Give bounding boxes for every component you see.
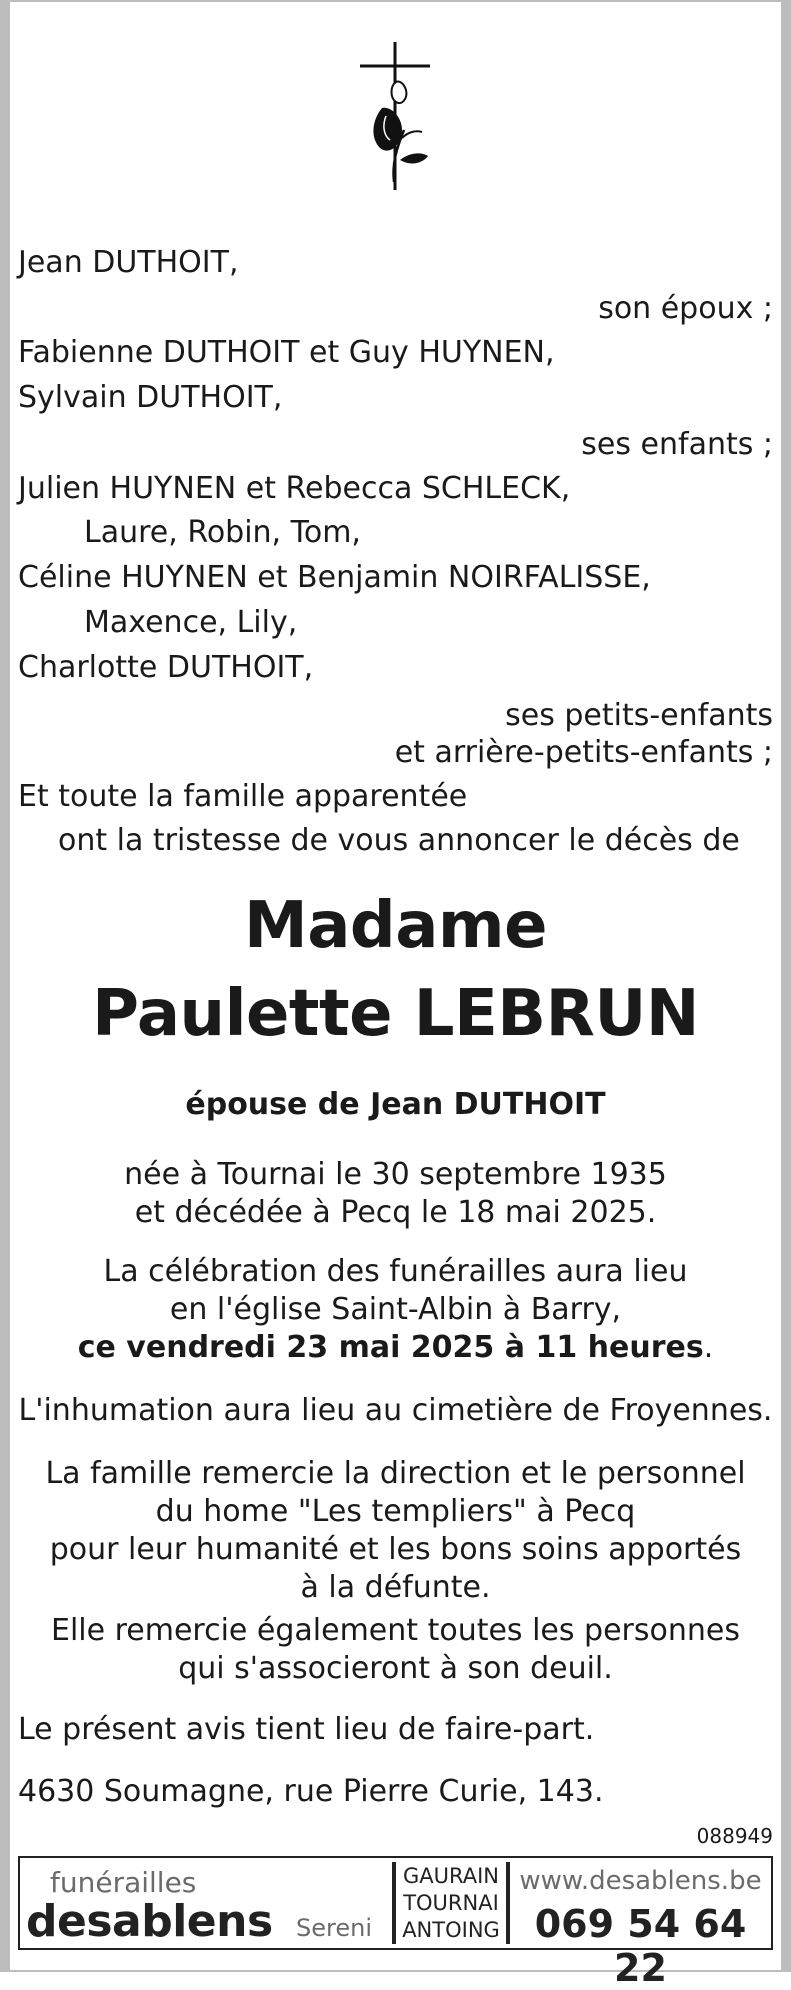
announcement: ont la tristesse de vous annoncer le décès de xyxy=(58,823,740,858)
family-line: Maxence, Lily, xyxy=(84,605,298,640)
family-relation: et arrière-petits-enfants ; xyxy=(394,735,773,770)
town-list xyxy=(396,1858,506,1948)
ceremony-punct: . xyxy=(703,1330,714,1365)
family-line: Et toute la famille apparentée xyxy=(18,779,468,814)
deceased-spouse: épouse de Jean DUTHOIT xyxy=(185,1087,606,1122)
ceremony-line: en l'église Saint-Albin à Barry, xyxy=(169,1292,622,1327)
reference-number: 088949 xyxy=(696,1824,773,1848)
ceremony-line xyxy=(10,1330,781,1365)
town-item: TOURNAI xyxy=(403,1890,499,1915)
family-line: Jean DUTHOIT, xyxy=(18,245,239,280)
ceremony-datetime: ce vendredi 23 mai 2025 à 11 heures xyxy=(77,1330,704,1365)
cross-with-rose-icon xyxy=(352,42,438,190)
family-relation: son époux ; xyxy=(598,291,773,326)
family-relation: ses petits-enfants xyxy=(505,698,773,733)
family-line: Julien HUYNEN et Rebecca SCHLECK, xyxy=(18,471,571,506)
town-item: ANTOING xyxy=(402,1917,500,1942)
burial-line: L'inhumation aura lieu au cimetière de Froyennes. xyxy=(18,1393,773,1428)
deceased-title: Madame xyxy=(244,889,547,963)
family-line: Laure, Robin, Tom, xyxy=(84,515,361,550)
thanks-line: pour leur humanité et les bons soins apportés xyxy=(49,1532,742,1567)
family-line: Fabienne DUTHOIT et Guy HUYNEN, xyxy=(18,335,555,370)
notice-line: Le présent avis tient lieu de faire-part. xyxy=(18,1712,595,1747)
website-link[interactable]: www.desablens.be xyxy=(519,1866,762,1896)
family-relation: ses enfants ; xyxy=(581,427,773,462)
logo-subbrand: Sereni xyxy=(296,1914,372,1942)
logo-small-text: funérailles xyxy=(50,1866,197,1899)
funeral-home-banner xyxy=(18,1856,773,1990)
thanks-line: du home "Les templiers" à Pecq xyxy=(155,1494,636,1529)
contact-block xyxy=(510,1858,771,1990)
death-line: et décédée à Pecq le 18 mai 2025. xyxy=(134,1195,657,1230)
thanks-line: La famille remercie la direction et le personnel xyxy=(45,1456,746,1491)
thanks-line: qui s'associeront à son deuil. xyxy=(178,1651,613,1686)
town-item: GAURAIN xyxy=(402,1863,500,1888)
thanks-line: à la défunte. xyxy=(300,1570,491,1605)
deceased-name: Paulette LEBRUN xyxy=(92,977,699,1051)
funeral-home-logo xyxy=(20,1858,392,1948)
ceremony-line: La célébration des funérailles aura lieu xyxy=(103,1254,688,1289)
phone-number[interactable]: 069 54 64 22 xyxy=(534,1902,747,1990)
address-line: 4630 Soumagne, rue Pierre Curie, 143. xyxy=(18,1774,604,1809)
family-line: Sylvain DUTHOIT, xyxy=(18,380,283,415)
family-line: Céline HUYNEN et Benjamin NOIRFALISSE, xyxy=(18,560,651,595)
birth-line: née à Tournai le 30 septembre 1935 xyxy=(124,1157,667,1192)
family-line: Charlotte DUTHOIT, xyxy=(18,650,314,685)
thanks-line: Elle remercie également toutes les personnes xyxy=(50,1613,740,1648)
logo-brand-name: desablens xyxy=(26,1896,273,1947)
